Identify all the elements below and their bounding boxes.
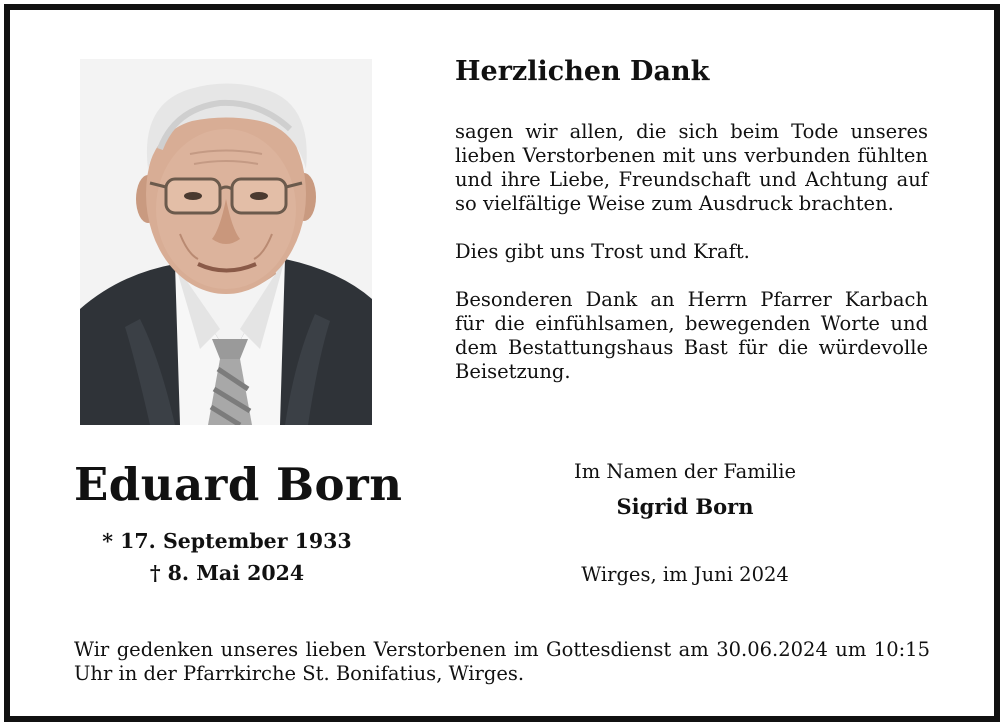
death-date: † 8. Mai 2024 (149, 561, 305, 585)
special-thanks-paragraph: Besonderen Dank an Herrn Pfarrer Karbach für die einfühlsamen, bewegenden Worte und dem Bestattungshaus Bast für die würdevolle Beisetzung. (455, 288, 928, 383)
service-announcement: Wir gedenken unseres lieben Verstorbenen im Gottesdienst am 30.06.2024 um 10:15 Uhr in der Pfarrkirche St. Bonifatius, Wirges. (74, 638, 930, 685)
place-and-date: Wirges, im Juni 2024 (581, 563, 789, 586)
portrait-photo (80, 59, 372, 425)
family-intro: Im Namen der Familie (574, 460, 796, 483)
notice-heading: Herzlichen Dank (455, 56, 710, 87)
family-signatory: Sigrid Born (616, 494, 754, 519)
birth-date: * 17. September 1933 (102, 529, 352, 553)
comfort-paragraph: Dies gibt uns Trost und Kraft. (455, 240, 750, 263)
deceased-name: Eduard Born (74, 458, 403, 511)
portrait-illustration (80, 59, 372, 425)
thanks-paragraph: sagen wir allen, die sich beim Tode unseres lieben Verstorbenen mit uns verbunden fühlten und ihre Liebe, Freundschaft und Achtung auf so vielfältige Weise zum Ausdruck brachten. (455, 120, 928, 215)
